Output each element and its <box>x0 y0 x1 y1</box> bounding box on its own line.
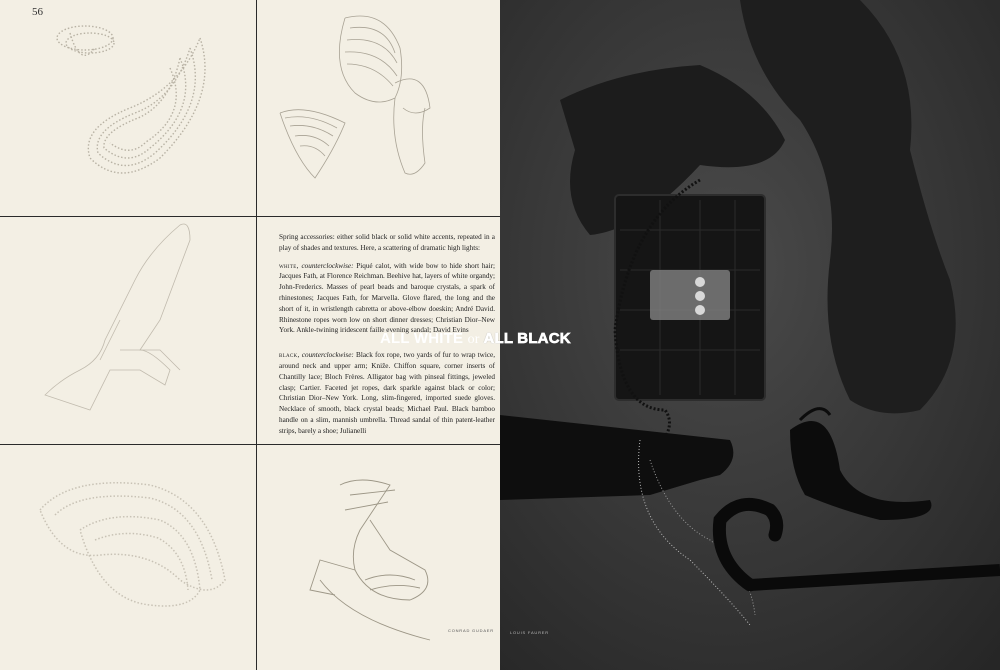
bag-clasp-shape <box>650 270 730 320</box>
headline-part1: ALL WHITE <box>380 330 464 347</box>
white-section-body: Piqué calot, with wide bow to hide short hair; Jacques Fath, at Florence Reichman. Beehive hat, layers of white organdy; John-Frederics. Masses of pearl beads and baroque crystals, a spark of rhinestones; Jacques Fath, for Marvella. Glove flared, the long and the short of it, in wristlength cabretta or above-elbow doeskin; André David. Rhinestone ropes worn low on short dinner dresses; Christian Dior–New York. Ankle-twining iridescent faille evening sandal; David Evins <box>279 261 495 335</box>
glove-illustration <box>40 220 240 430</box>
black-section-direction: counterclockwise: <box>301 351 354 360</box>
sandal-illustration <box>290 470 440 645</box>
headline-connector: or <box>467 332 480 347</box>
black-accessories-photo <box>500 0 1000 670</box>
black-section-lead: black, <box>279 351 300 360</box>
headline-part2: ALL BLACK <box>483 330 571 347</box>
black-section-paragraph <box>279 350 495 436</box>
grid-divider-horizontal-top <box>0 216 500 217</box>
grid-divider-horizontal-bottom <box>0 444 500 445</box>
white-section-paragraph <box>279 261 495 337</box>
page-number: 56 <box>32 6 43 18</box>
headline <box>380 330 571 348</box>
grid-divider-vertical <box>256 0 257 670</box>
intro-paragraph: Spring accessories: either solid black or solid white accents, repeated in a play of shades and textures. Here, a scattering of dramatic high lights: <box>279 233 495 252</box>
black-section-body: Black fox rope, two yards of fur to wrap twice, around neck and upper arm; Kniže. Chiffon square, corner inserts of Chantilly lace; Bloch Frères. Alligator bag with pinseal fittings, jeweled clasp; Cartier. Faceted jet ropes, dark sparkle against black or color; Christian Dior–New York. Long, slim-fingered, imported suede gloves. Necklace of smooth, black crystal beads; Michael Paul. Black bamboo handle on a slim, mannish umbrella. Thread sandal of thin patent-leather strips, barely a shoe; Julianelli <box>279 351 496 435</box>
rhinestone-rope-illustration <box>30 470 240 630</box>
right-page-photo <box>500 0 1000 670</box>
photographer-credit: LOUIS FAURER <box>510 630 549 635</box>
pearl-necklace-illustration <box>40 8 230 198</box>
illustrator-credit: CONRAD GUDAER <box>448 628 494 633</box>
white-section-lead: white, <box>279 261 299 270</box>
white-section-direction: counterclockwise: <box>301 261 354 270</box>
beehive-hat-illustration <box>275 8 445 203</box>
